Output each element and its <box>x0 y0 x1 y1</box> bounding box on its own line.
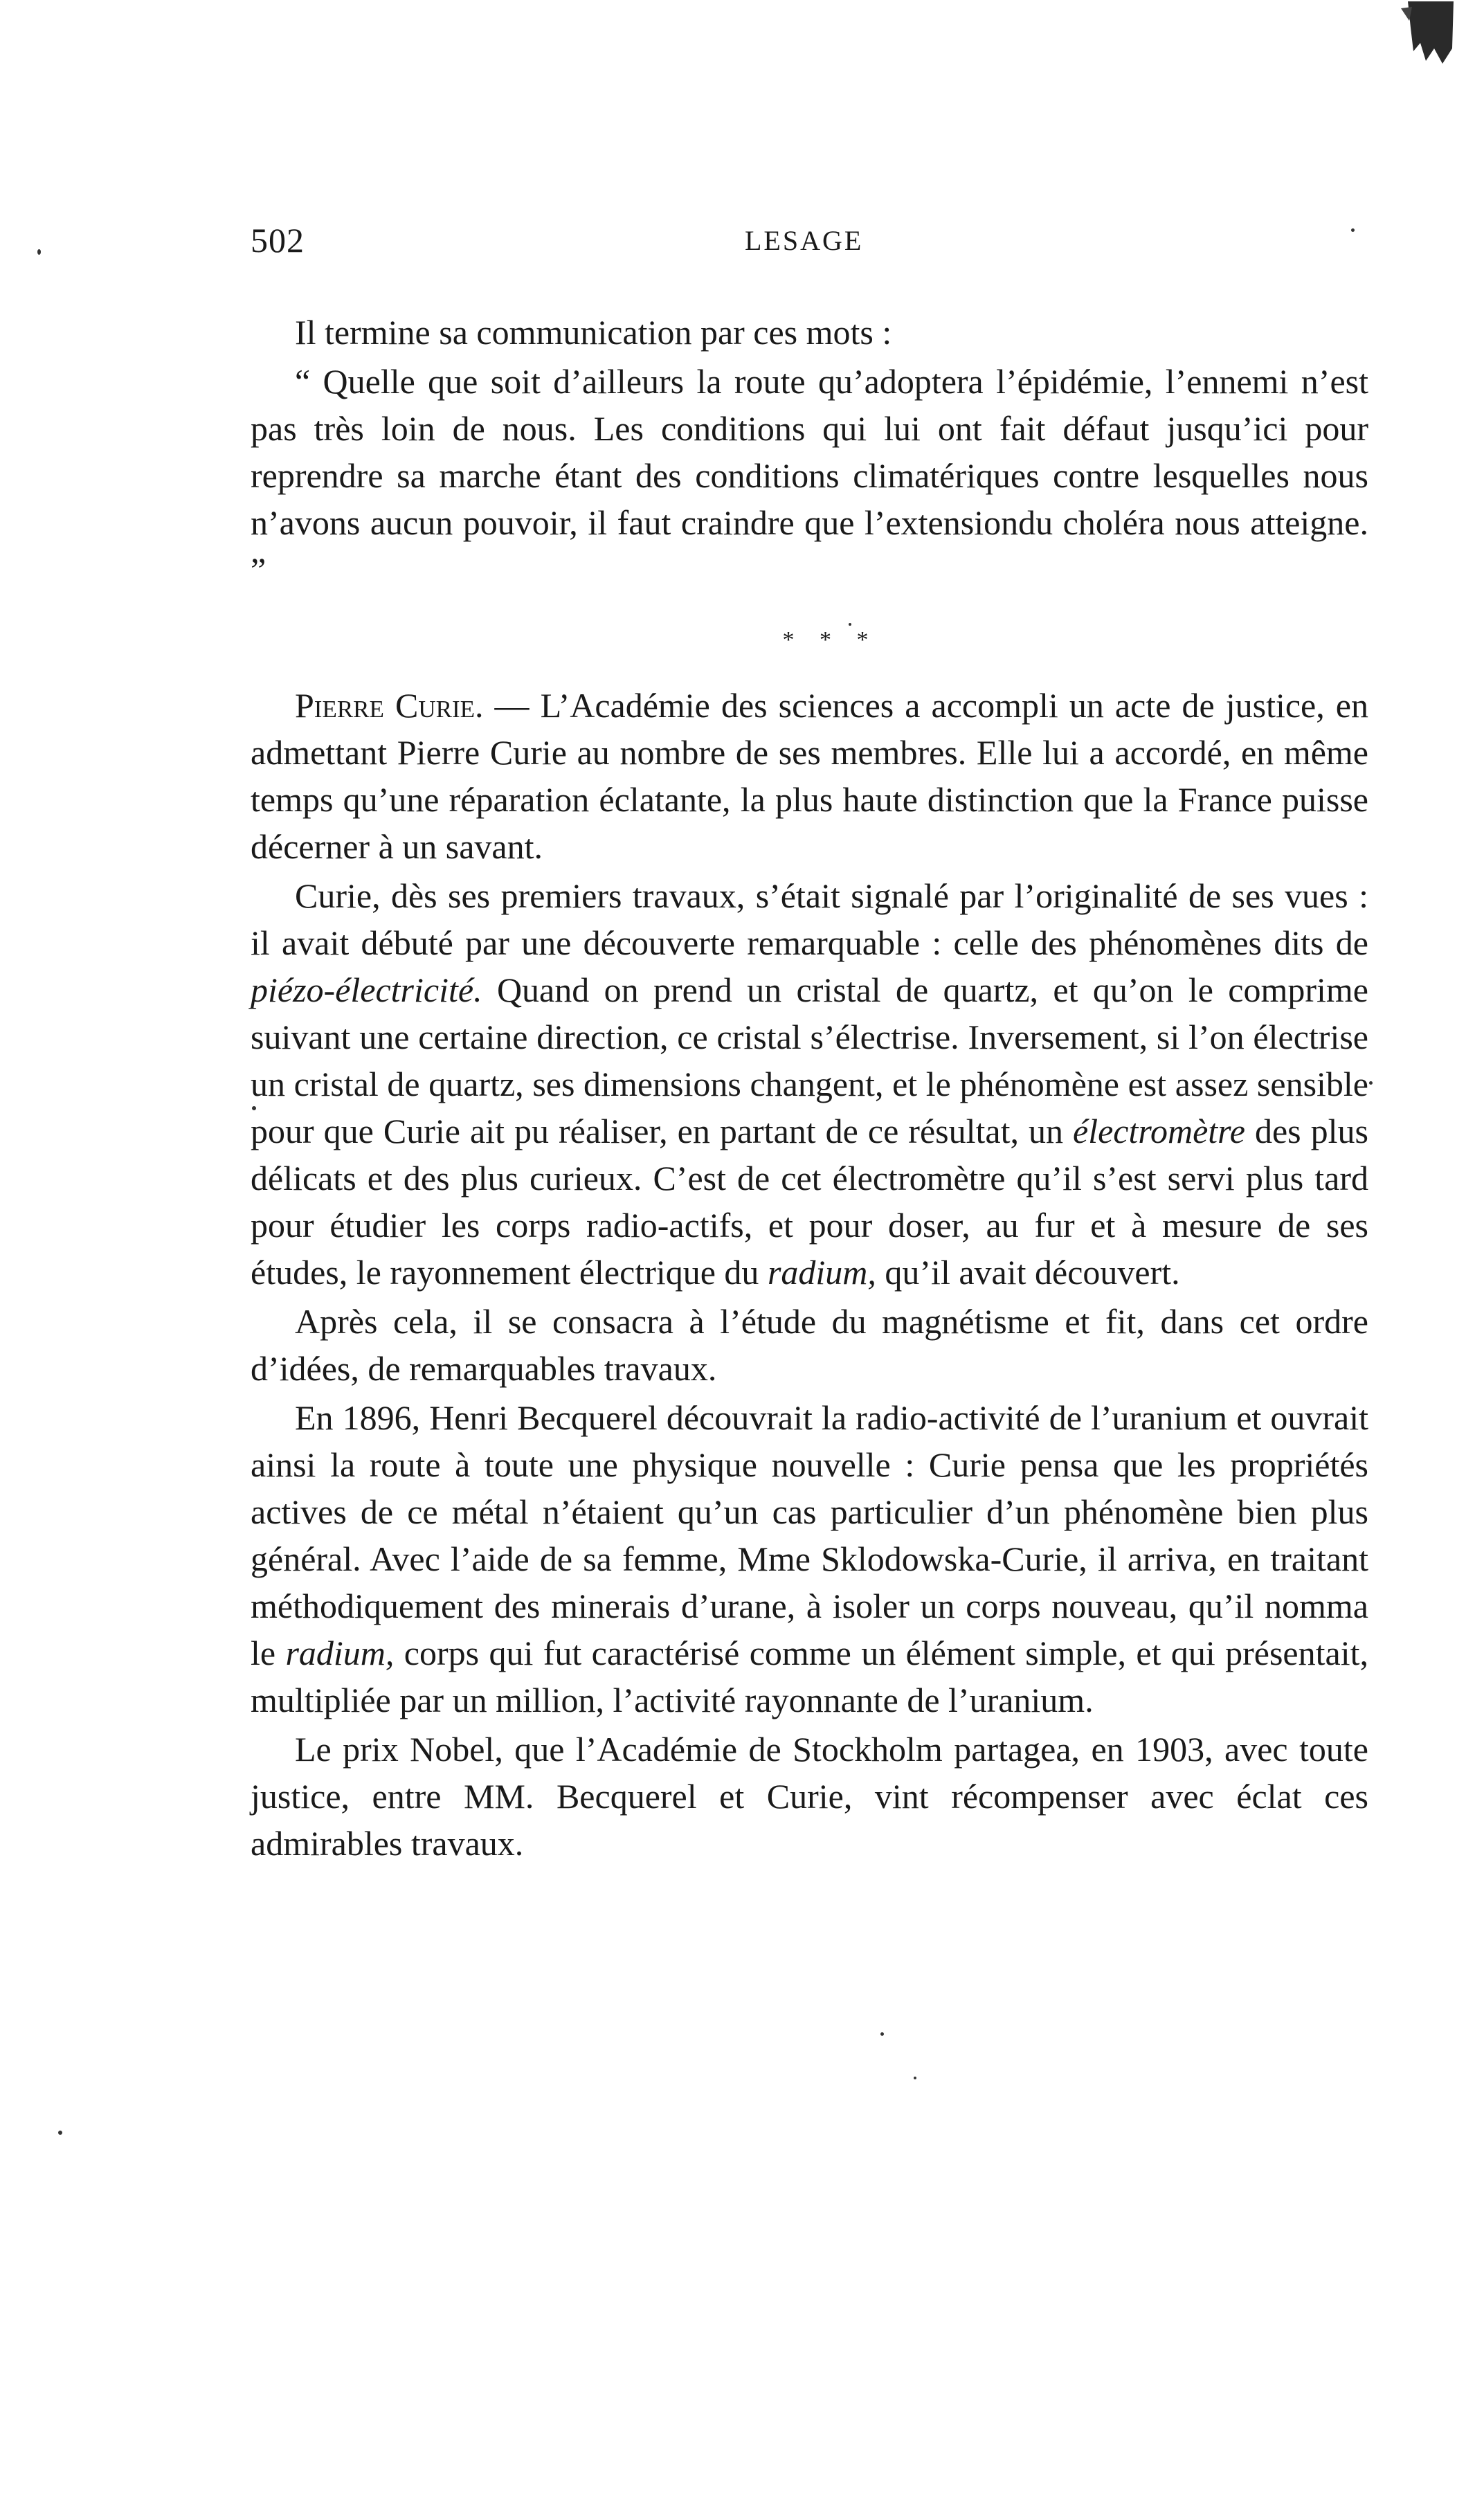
paragraph-quote: “ Quelle que soit d’ailleurs la route qu’adoptera l’épidémie, l’ennemi n’est pas très loin de nous. Les conditions qui lui ont fait défaut jusqu’ici pour reprendre sa marche étant des conditions climatériques contre lesquelles nous n’avons aucun pouvoir, il faut craindre que l’extensiondu choléra nous atteigne. ” <box>251 362 1368 589</box>
page-header <box>251 220 1372 269</box>
italic-piezo-electricite: piézo-électricité. <box>251 970 482 1009</box>
paragraph-curie-academy-text: — L’Académie des sciences a accompli un acte de justice, en admettant Pierre Curie au nombre de ses membres. Elle lui a accordé, en même temps qu’une réparation éclatante, la plus haute distinction que la France puisse décerner à un savant. <box>251 686 1368 866</box>
italic-radium-2: radium, <box>285 1634 395 1672</box>
paragraph-piezo-text-d: qu’il avait découvert. <box>876 1253 1180 1292</box>
paragraph-piezo-text-b: Quand on prend un cristal de quartz, et qu’on le comprime suivant une certaine direction, ce cristal s’électrise. Inversement, si l’on électrise un cristal de quartz, ses dimensions changent, et le phénomène est assez sensible pour que Curie ait pu réaliser, en partant de ce résultat, un <box>251 970 1368 1150</box>
paragraph-piezo-text-c: des plus délicats et des plus curieux. C’est de cet électromètre qu’il s’est servi plus tard pour étudier les corps radio-actifs, et pour doser, au fur et à mesure de ses études, le rayonnement électrique du <box>251 1112 1369 1292</box>
paragraph-curie-academy <box>251 682 1368 870</box>
section-heading-pierre-curie: Pierre Curie. <box>295 686 484 725</box>
italic-electrometre: électromètre <box>1073 1112 1245 1150</box>
paragraph-intro: Il termine sa communication par ces mots : <box>295 313 892 352</box>
italic-radium: radium, <box>767 1253 876 1292</box>
scan-artifact-mark <box>1359 0 1456 76</box>
section-separator-asterisks: * * * <box>782 627 878 653</box>
paragraph-radioactivity-text-b: corps qui fut caractérisé comme un élément simple, et qui présentait, multipliée par un million, l’activité rayonnante de l’uranium. <box>251 1634 1368 1719</box>
paragraph-magnetism: Après cela, il se consacra à l’étude du magnétisme et fit, dans cet ordre d’idées, de remarquables travaux. <box>251 1302 1368 1388</box>
page-number: 502 <box>251 221 305 260</box>
body-text <box>251 309 1368 1867</box>
paragraph-piezo-text-a: Curie, dès ses premiers travaux, s’était signalé par l’originalité de ses vues : il avait débuté par une découverte remarquable : celle des phénomènes dits de <box>251 876 1368 962</box>
paragraph-radioactivity <box>251 1394 1368 1724</box>
running-head: LESAGE <box>745 225 864 256</box>
paragraph-nobel: Le prix Nobel, que l’Académie de Stockholm partagea, en 1903, avec toute justice, entre MM. Becquerel et Curie, vint récompenser avec éclat ces admirables travaux. <box>251 1730 1368 1863</box>
paragraph-piezo <box>251 872 1368 1296</box>
paragraph-radioactivity-text-a: En 1896, Henri Becquerel découvrait la radio-activité de l’uranium et ouvrait ainsi la route à toute une physique nouvelle : Curie pensa que les propriétés actives de ce métal n’étaient qu’un cas particulier d’un phénomène bien plus général. Avec l’aide de sa femme, Mme Sklodowska-Curie, il arriva, en traitant méthodiquement des minerais d’urane, à isoler un corps nouveau, qu’il nomma le <box>251 1398 1368 1672</box>
